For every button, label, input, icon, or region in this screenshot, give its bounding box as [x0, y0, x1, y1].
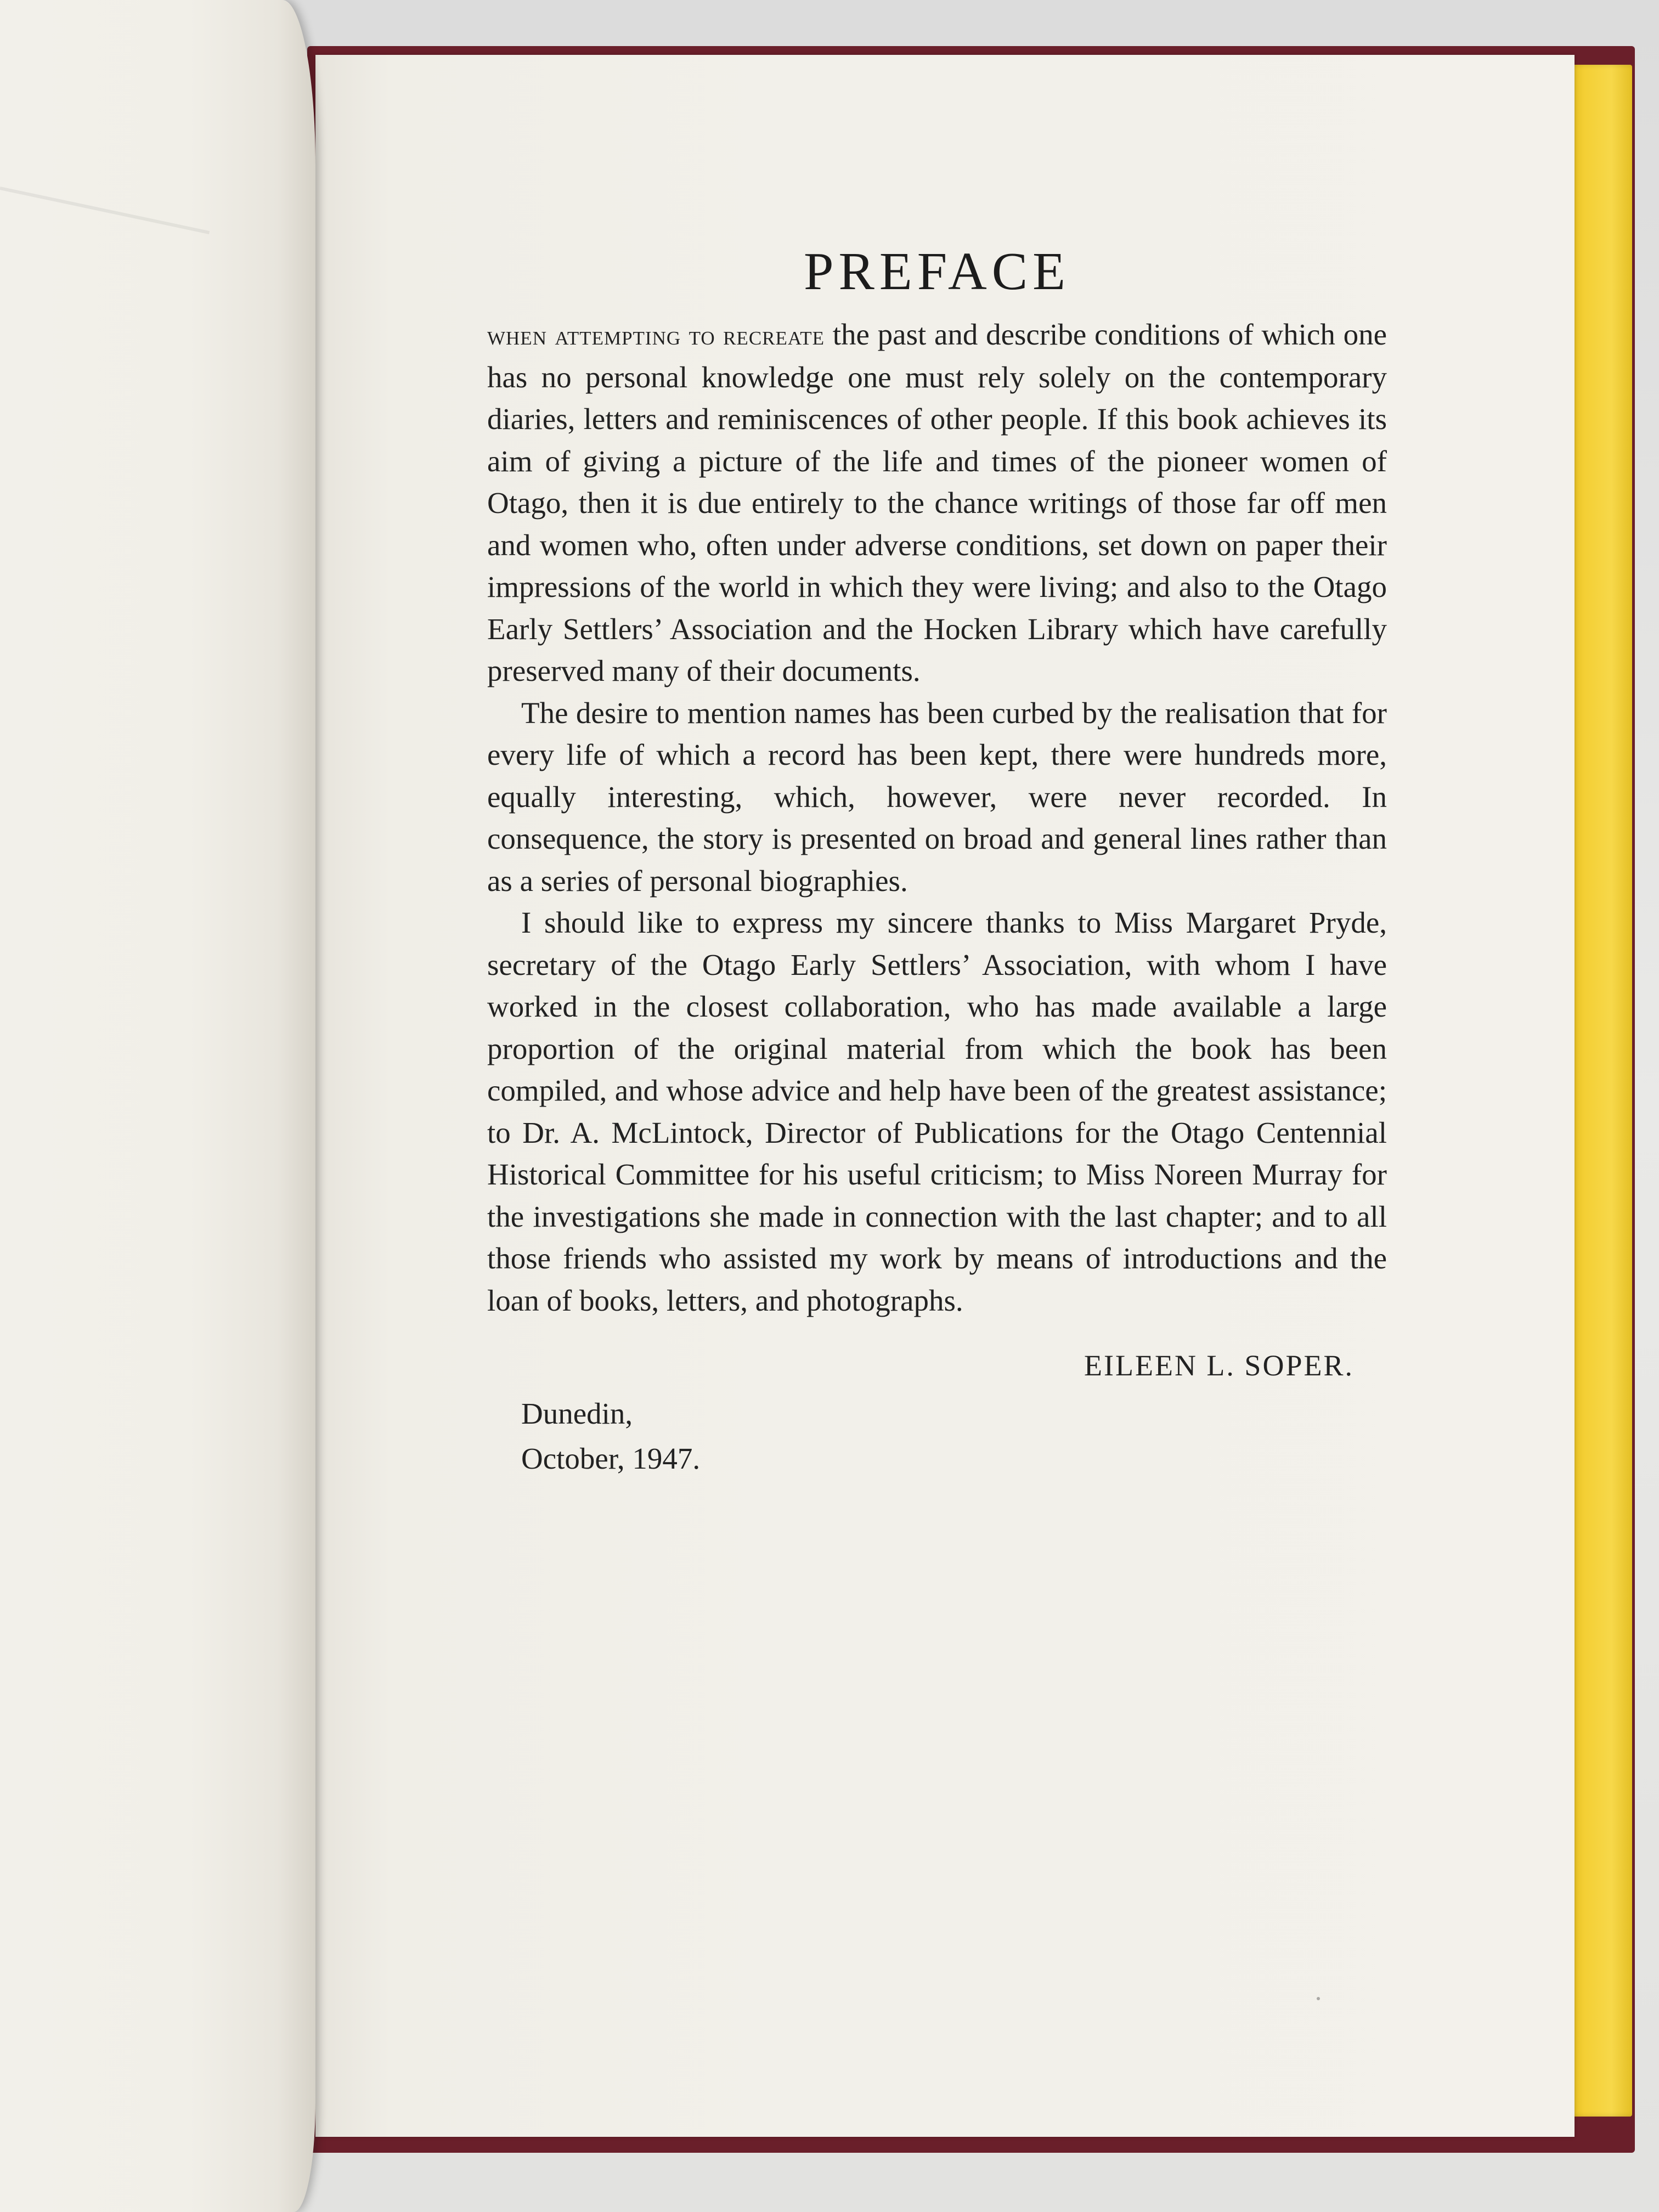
- left-page-curl: [0, 0, 315, 2212]
- paragraph-3: I should like to express my sincere thanks to Miss Margaret Pryde, secretary of the Otago Early Settlers’ Association, with whom I have worked in the closest collaboration, who has made available a large proportion of the original material from which the book has been compiled, and whose advice and help have been of the greatest assistance; to Dr. A. McLintock, Director of Publications for the Otago Centennial Historical Committee for his useful criticism; to Miss Noreen Murray for the investigations she made in connection with the last chapter; and to all those friends who assisted my work by means of introductions and the loan of books, letters, and photographs.: [487, 906, 1387, 1317]
- paper-speck: [1317, 1997, 1320, 2000]
- paragraph-1: [487, 314, 1387, 692]
- place: Dunedin,: [521, 1396, 633, 1430]
- page-title: PREFACE: [804, 242, 1070, 301]
- preface-text-block: [487, 236, 1387, 1481]
- show-through-rule: [0, 187, 210, 234]
- lead-in-small-caps: when attempting to recreate: [487, 320, 825, 351]
- date: October, 1947.: [521, 1441, 701, 1475]
- paragraph-2: The desire to mention names has been curbed by the realisation that for every life of which a record has been kept, there were hundreds more, equally interesting, which, however, were never recorded. In consequence, the story is presented on broad and general lines rather than as a series of personal biographies.: [487, 696, 1387, 898]
- place-and-date: [487, 1391, 1387, 1481]
- author-signature: EILEEN L. SOPER.: [1084, 1349, 1354, 1382]
- paragraph-1-text: the past and describe conditions of which one has no personal knowledge one must rely solely on the contemporary diaries, letters and reminiscences of other people. If this book achieves its aim of giving a picture of the life and times of the pioneer women of Otago, then it is due entirely to the chance writings of those far off men and women who, often under adverse conditions, set down on paper their impressions of the world in which they were living; and also to the Otago Early Settlers’ Association and the Hocken Library which have carefully preserved many of their documents.: [487, 318, 1387, 687]
